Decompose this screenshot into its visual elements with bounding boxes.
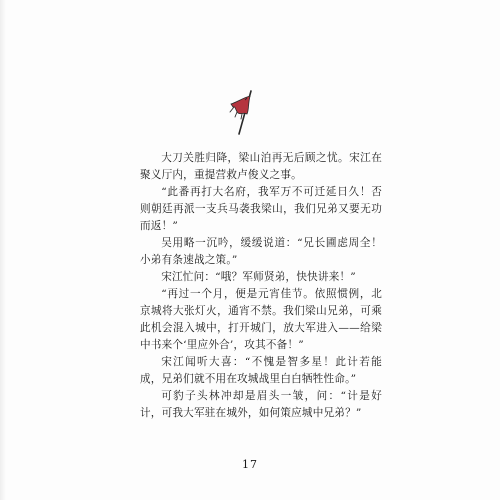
paragraph: 吴用略一沉吟，缓缓说道：“兄长圃虑周全！小弟有条速战之策。”	[140, 237, 382, 266]
flag-banner-icon	[221, 88, 269, 136]
page-number: 17	[242, 458, 258, 471]
paragraph: 可豹子头林冲却是眉头一皱，问：“计是好计，可我大军驻在城外，如何策应城中兄弟？”	[140, 390, 382, 419]
paragraph: 宋江忙问：“哦？军师贤弟，快快讲来！”	[161, 271, 356, 283]
paragraph: 大刀关胜归降，梁山泊再无后顾之忧。宋江在聚义厅内，重提营救卢俊义之事。	[140, 152, 382, 181]
page-gutter-shadow	[0, 0, 6, 500]
body-text	[140, 150, 382, 422]
paragraph: 宋江闻听大喜：“不愧是智多星！此计若能成，兄弟们就不用在攻城战里白白牺牲性命。”	[140, 356, 382, 385]
paragraph: “此番再打大名府，我军万不可迁延日久！否则朝廷再派一支兵马袭我梁山，我们兄弟又要无功而返！”	[140, 186, 382, 232]
paragraph: “再过一个月，便是元宵佳节。依照惯例，北京城将大张灯火，通宵不禁。我们梁山兄弟，可乘此机会混入城中，打开城门，放大军进入——给梁中书来个‘里应外合’，攻其不备！”	[140, 288, 382, 351]
